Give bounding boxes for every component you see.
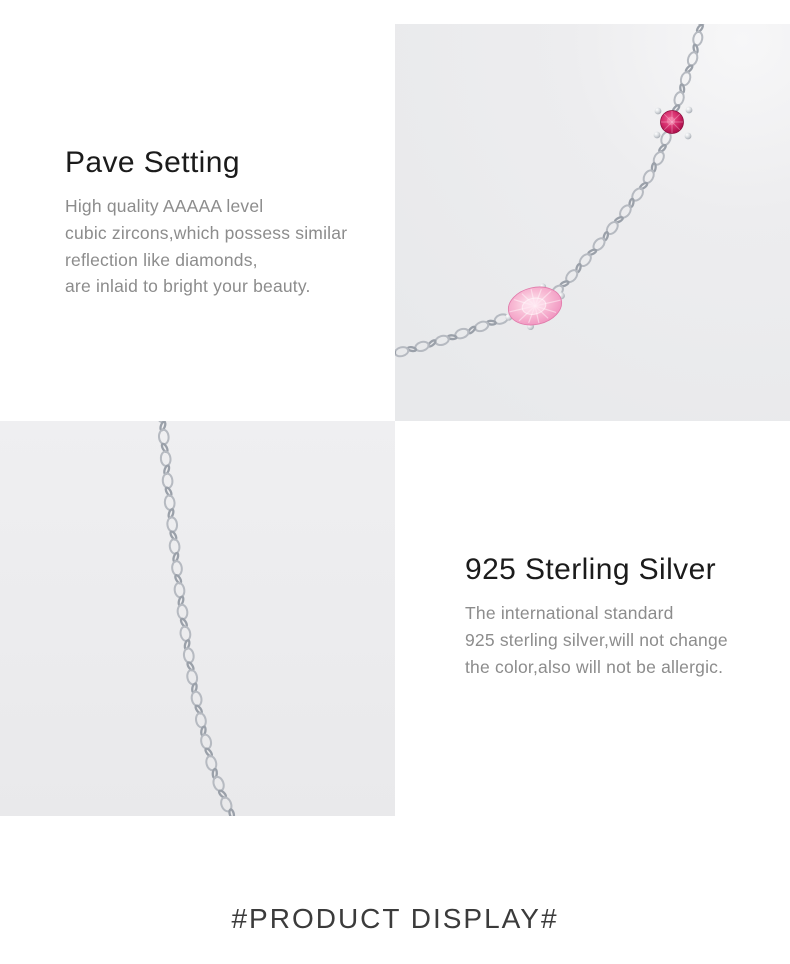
body-line: are inlaid to bright your beauty. [65,276,311,297]
body-line: cubic zircons,which possess similar [65,222,348,243]
footer-title: #PRODUCT DISPLAY# [231,903,559,934]
prong-ball [654,132,661,139]
photo-background [395,24,790,421]
body-line: the color,also will not be allergic. [465,656,724,677]
body-line: High quality AAAAA level [65,196,264,216]
photo-chain-with-gems [395,24,790,421]
prong-ball [686,107,693,114]
section-sterling-silver [465,553,785,680]
pave-setting-heading: Pave Setting [65,146,240,179]
body-line: The international standard [465,603,674,623]
body-line: reflection like diamonds, [65,249,258,270]
section-pave-setting [65,146,395,300]
footer [0,903,790,935]
sterling-silver-body [465,600,785,680]
sterling-silver-heading: 925 Sterling Silver [465,553,717,586]
prong-ball [685,133,692,140]
photo-background [0,421,395,816]
prong-ball [655,108,662,115]
pave-setting-body [65,193,395,300]
body-line: 925 sterling silver,will not change [465,629,728,650]
photo-chain-closeup [0,421,395,816]
